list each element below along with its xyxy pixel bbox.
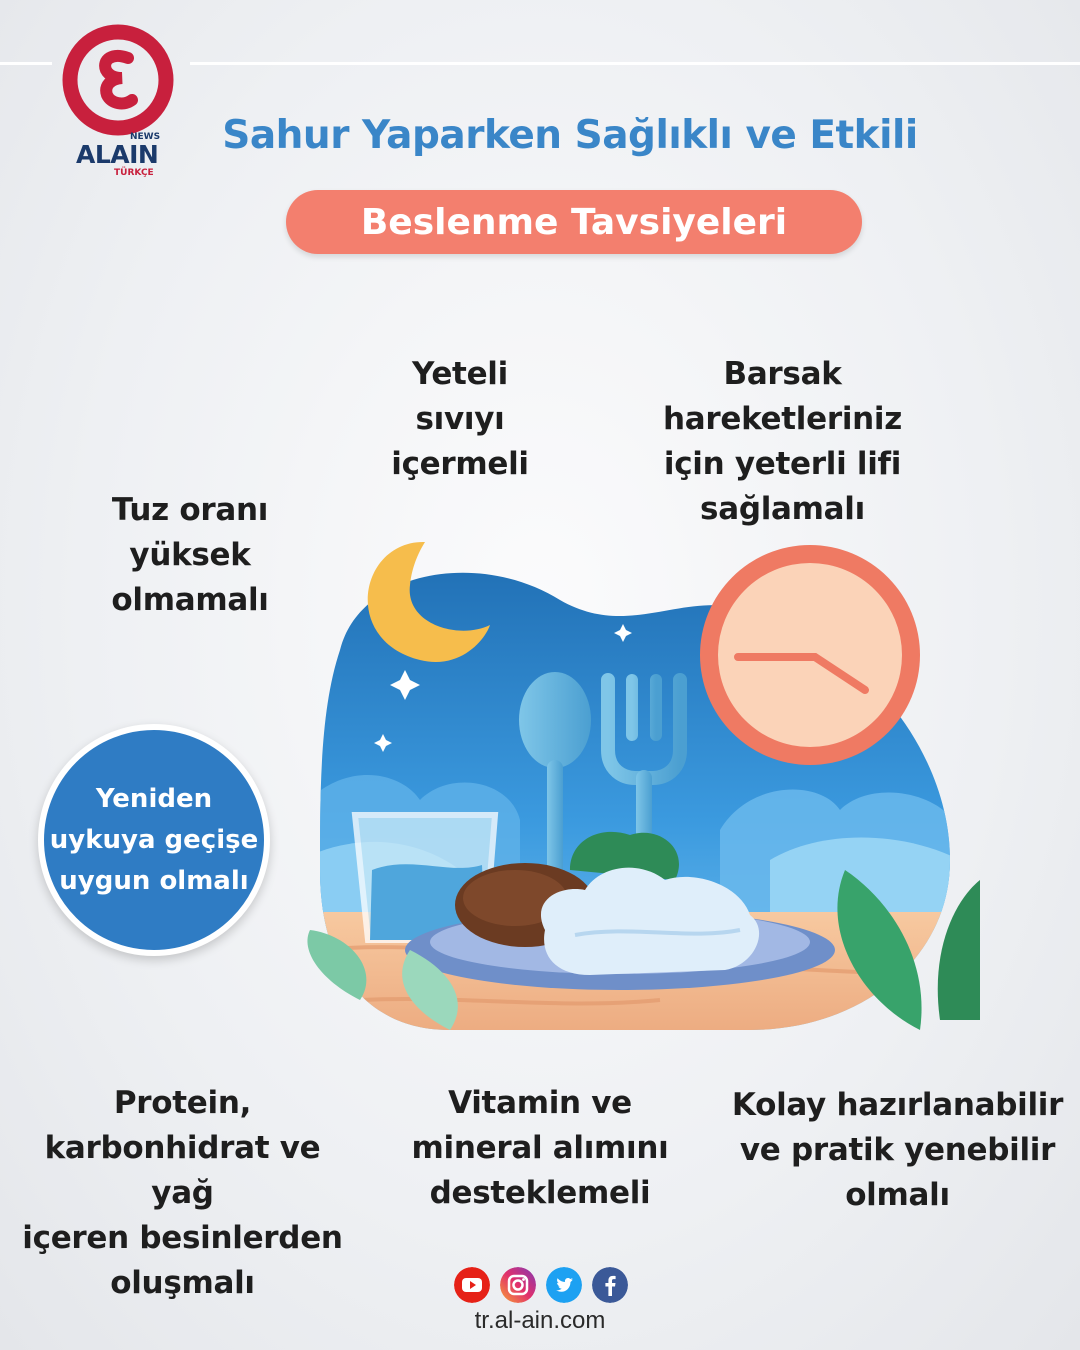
twitter-icon[interactable] bbox=[546, 1267, 582, 1303]
facebook-icon[interactable] bbox=[592, 1267, 628, 1303]
logo-edition-label: TÜRKÇE bbox=[114, 168, 154, 178]
tip-sleep-badge bbox=[38, 724, 270, 956]
instagram-icon[interactable] bbox=[500, 1267, 536, 1303]
logo-news-label: NEWS bbox=[130, 132, 161, 142]
sahur-meal-illustration bbox=[300, 530, 980, 1060]
tip-practical: Kolay hazırlanabilir ve pratik yenebilir olmalı bbox=[731, 1087, 1064, 1213]
logo-brand-name: ALAIN bbox=[76, 140, 159, 169]
tip-sleep: Yeniden uykuya geçişe uygun olmalı bbox=[49, 783, 259, 896]
subtitle-pill bbox=[286, 190, 862, 254]
page-title: Sahur Yaparken Sağlıklı ve Etkili bbox=[222, 113, 918, 158]
tip-fluids: Yeteli sıvıyı içermeli bbox=[391, 356, 529, 482]
website-link[interactable]: tr.al-ain.com bbox=[474, 1307, 606, 1334]
header-rule-left bbox=[0, 62, 52, 65]
header-rule-right bbox=[190, 62, 1080, 65]
page-subtitle: Beslenme Tavsiyeleri bbox=[360, 201, 788, 243]
youtube-icon[interactable] bbox=[454, 1267, 490, 1303]
tip-vitamins: Vitamin ve mineral alımını desteklemeli bbox=[411, 1085, 669, 1211]
tip-nutrients: Protein, karbonhidrat ve yağ içeren besinlerden oluşmalı bbox=[22, 1085, 343, 1301]
tip-salt: Tuz oranı yüksek olmamalı bbox=[111, 492, 269, 618]
tip-fiber: Barsak hareketleriniz için yeterli lifi sağlamalı bbox=[662, 356, 903, 527]
